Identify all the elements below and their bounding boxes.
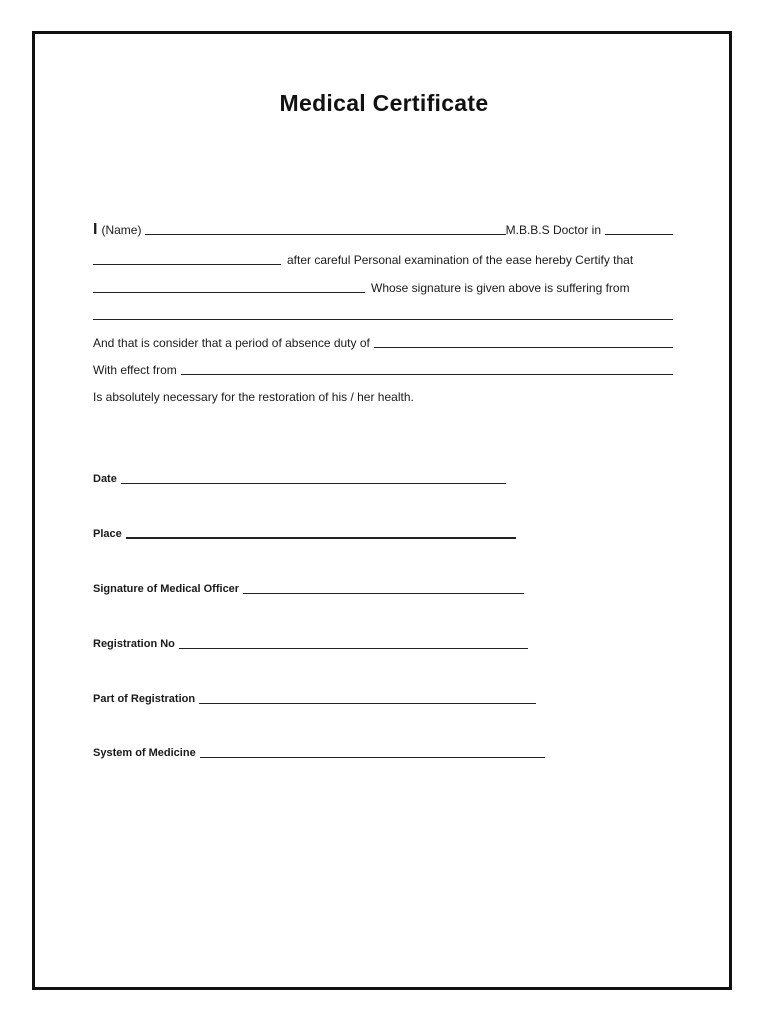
- effect-from-blank[interactable]: [181, 374, 673, 375]
- body-line-2: [93, 248, 673, 268]
- doctor-location-blank[interactable]: [605, 234, 673, 235]
- place-blank[interactable]: [126, 537, 516, 539]
- part-of-registration-label: Part of Registration: [93, 693, 196, 705]
- place-field: [93, 522, 516, 542]
- body-line-4: [93, 303, 673, 323]
- location-continuation-blank[interactable]: [93, 264, 281, 265]
- signature-field: [93, 577, 524, 597]
- doctor-label: M.B.B.S Doctor in: [505, 223, 601, 237]
- first-person-pronoun: I: [93, 221, 98, 238]
- suffering-text: Whose signature is given above is suffering from: [371, 281, 630, 295]
- body-line-3: [93, 276, 673, 296]
- absence-duty-text: And that is consider that a period of absence duty of: [93, 336, 370, 350]
- examination-text: after careful Personal examination of the ease hereby Certify that: [287, 253, 634, 267]
- body-line-6: [93, 358, 673, 378]
- date-label: Date: [93, 473, 117, 485]
- place-label: Place: [93, 528, 122, 540]
- registration-no-field: [93, 632, 528, 652]
- patient-name-blank[interactable]: [93, 292, 365, 293]
- date-blank[interactable]: [121, 483, 506, 484]
- name-label: (Name): [101, 223, 142, 237]
- body-line-5: [93, 331, 673, 351]
- absence-period-blank[interactable]: [374, 347, 673, 348]
- registration-no-label: Registration No: [93, 638, 175, 650]
- date-field: [93, 467, 506, 487]
- effect-from-text: With effect from: [93, 363, 177, 377]
- certificate-title: Medical Certificate: [279, 90, 489, 116]
- part-of-registration-blank[interactable]: [199, 703, 536, 704]
- registration-no-blank[interactable]: [179, 648, 528, 649]
- part-of-registration-field: [93, 687, 536, 707]
- signature-label: Signature of Medical Officer: [93, 583, 240, 595]
- signature-blank[interactable]: [243, 593, 524, 594]
- body-line-7: [93, 385, 673, 405]
- body-line-1: [93, 218, 673, 238]
- certificate-border: [32, 31, 732, 990]
- system-of-medicine-blank[interactable]: [200, 757, 545, 758]
- restoration-text: Is absolutely necessary for the restoration of his / her health.: [93, 390, 414, 404]
- name-blank[interactable]: [145, 234, 505, 235]
- system-of-medicine-field: [93, 741, 545, 761]
- illness-blank[interactable]: [93, 319, 673, 320]
- system-of-medicine-label: System of Medicine: [93, 747, 196, 759]
